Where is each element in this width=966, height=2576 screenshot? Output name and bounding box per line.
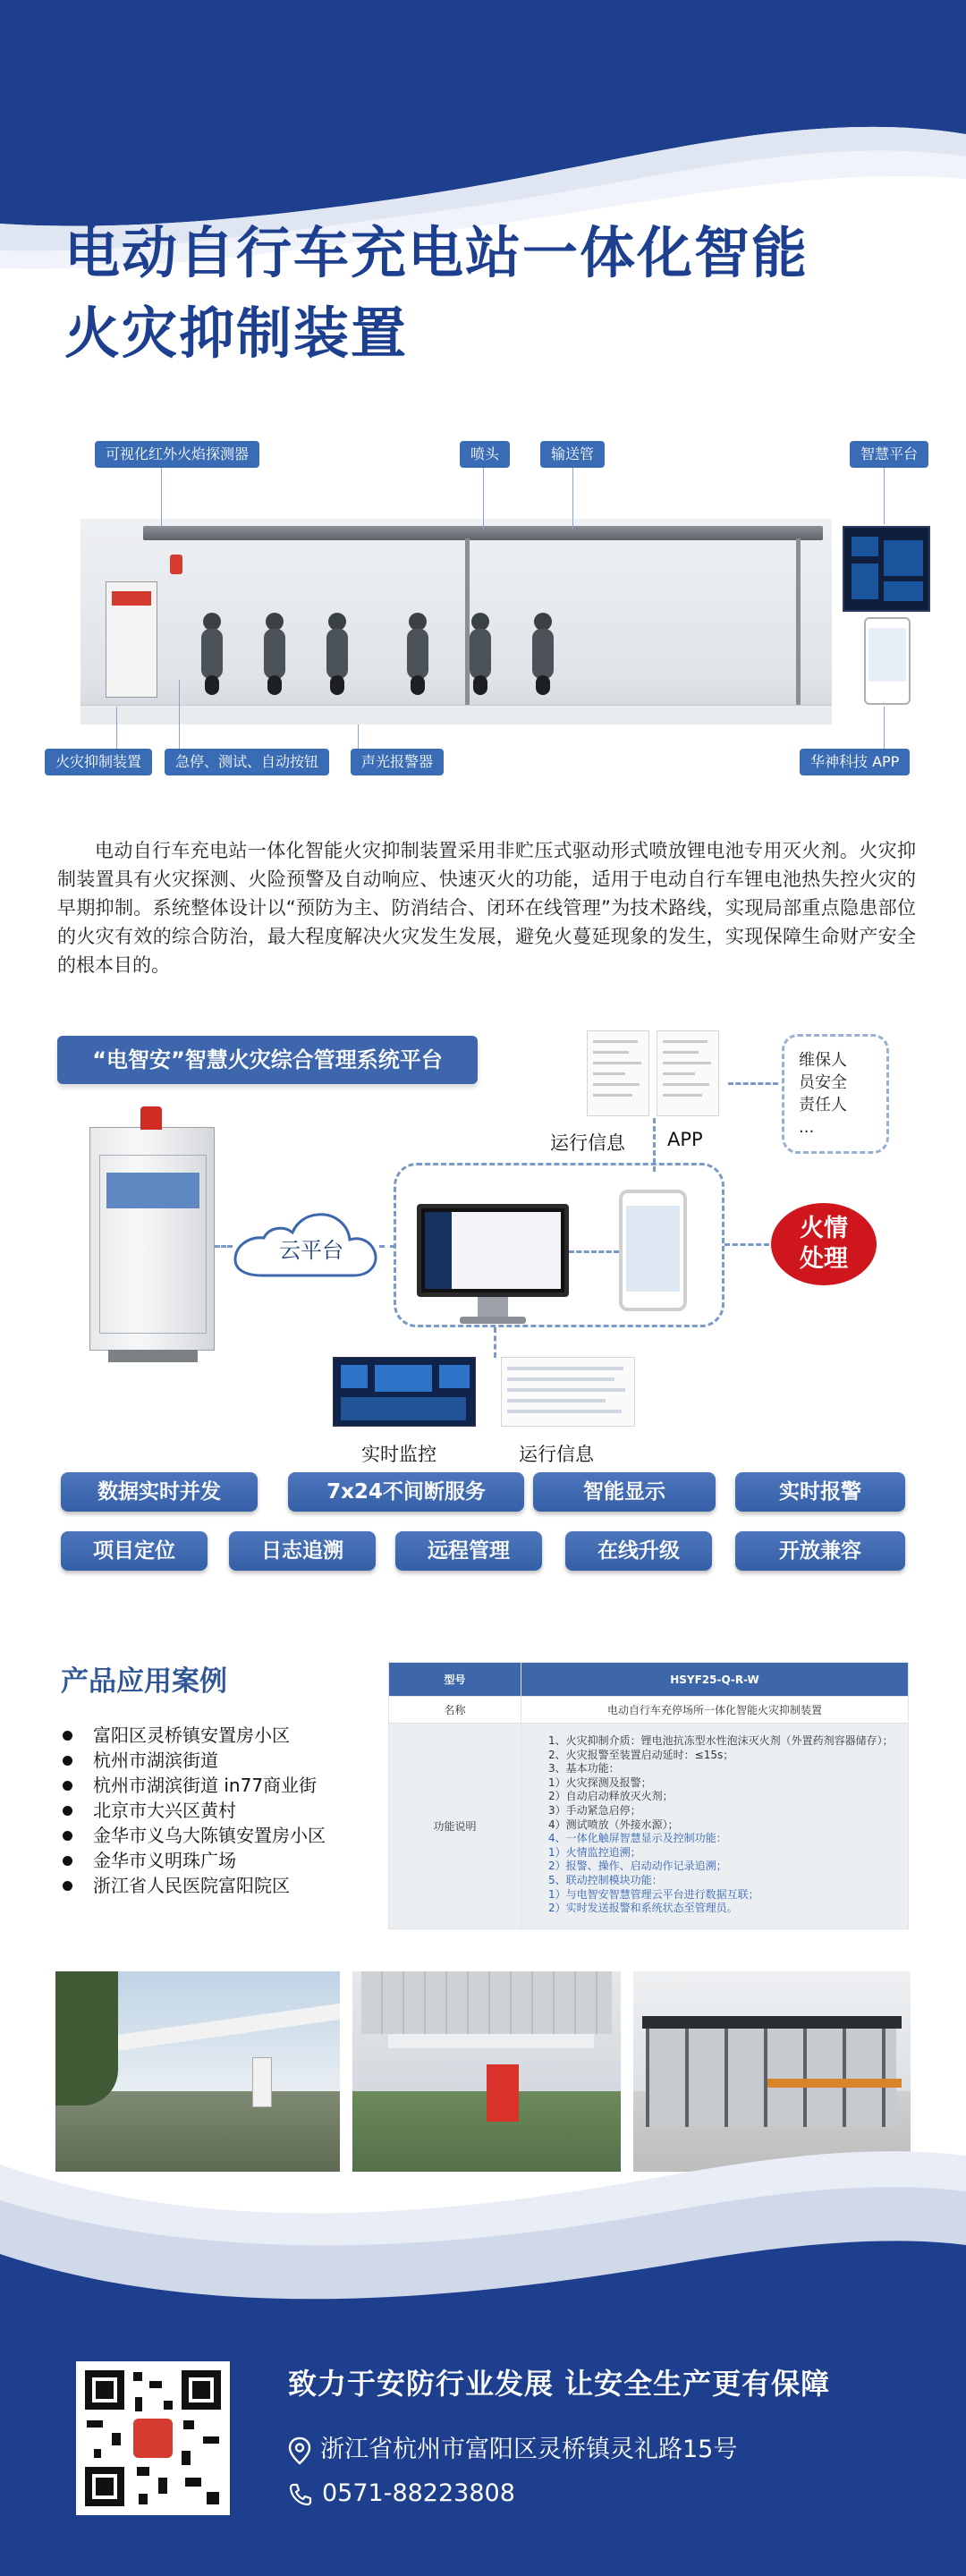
scooter [465, 613, 496, 695]
feature-24x7-service: 7x24不间断服务 [288, 1472, 524, 1512]
tag-smart-platform: 智慧平台 [850, 441, 928, 468]
tag-suppression-device: 火灾抑制装置 [45, 749, 152, 775]
list-item: 富阳区灵桥镇安置房小区 [61, 1723, 326, 1748]
fire-handling-badge: 火情 处理 [771, 1203, 877, 1285]
feature-realtime-alarm: 实时报警 [735, 1472, 905, 1512]
spec-table [388, 1662, 909, 1929]
footer-phone [288, 2479, 515, 2507]
app-screenshot [864, 617, 911, 705]
feature-remote-management: 远程管理 [395, 1531, 542, 1571]
tag-delivery-pipe: 输送管 [540, 441, 605, 468]
scooter [259, 613, 290, 695]
tag-app: 华神科技 APP [800, 749, 910, 775]
suppression-cabinet-large [89, 1127, 215, 1351]
spec-name-value: 电动自行车充停场所一体化智能火灾抑制装置 [521, 1697, 909, 1724]
title-line-1: 电动自行车充电站一体化智能 [64, 220, 809, 285]
list-item: 浙江省人民医院富阳院区 [61, 1873, 326, 1898]
list-item: 北京市大兴区黄村 [61, 1798, 326, 1823]
scooter [322, 613, 352, 695]
feature-smart-display: 智能显示 [533, 1472, 716, 1512]
location-pin-icon [288, 2436, 311, 2465]
scooter [528, 613, 558, 695]
feature-open-compatibility: 开放兼容 [735, 1531, 905, 1571]
spec-function-label: 功能说明 [389, 1724, 521, 1929]
footer-slogan: 致力于安防行业发展 让安全生产更有保障 [288, 2367, 831, 2401]
phone-icon [288, 2482, 313, 2507]
list-item: 金华市义明珠广场 [61, 1848, 326, 1873]
alarm-light [170, 555, 182, 574]
spec-model-label: 型号 [389, 1663, 521, 1697]
spec-function-list: 1、火灾抑制介质：锂电池抗冻型水性泡沫灭火剂（外置药剂容器储存）； 2、火灾报警至装置启动延时：≤15s； 3、基本功能： 1）火灾探测及报警； 2）自动启动释放灭火剂； 3）手动紧急启停； 4）测试喷放（外接水源）； 4、一体化触屏智慧显示及控制功能： 1）火情监控追溯； 2）报警、操作、启动动作记录追溯； 5、联动控制模块功能： 1）与电智安智慧管理云平台进行数据互联； 2）实时发送报警和系统状态至管理员。 [521, 1724, 909, 1929]
phone-text: 0571-88223808 [322, 2479, 515, 2507]
tag-flame-detector: 可视化红外火焰探测器 [95, 441, 259, 468]
run-info-list-thumbnail [501, 1357, 635, 1427]
phone-app [619, 1190, 687, 1311]
tag-control-buttons: 急停、测试、自动按钮 [165, 749, 329, 775]
cases-title: 产品应用案例 [61, 1665, 227, 1698]
platform-title: “电智安”智慧火灾综合管理系统平台 [57, 1036, 478, 1084]
monitor-screen [417, 1204, 569, 1297]
label-run-info-bottom: 运行信息 [519, 1444, 594, 1465]
spec-name-label: 名称 [389, 1697, 521, 1724]
shelter-illustration [80, 519, 832, 724]
label-realtime-monitor: 实时监控 [361, 1444, 436, 1465]
report-thumbnail [657, 1030, 719, 1116]
smart-platform-screenshot [843, 526, 930, 612]
list-item: 杭州市湖滨街道 [61, 1748, 326, 1773]
spec-model-value: HSYF25-Q-R-W [521, 1663, 909, 1697]
address-text: 浙江省杭州市富阳区灵桥镇灵礼路15号 [320, 2436, 738, 2463]
report-thumbnail [587, 1030, 649, 1116]
list-item: 金华市义乌大陈镇安置房小区 [61, 1823, 326, 1848]
scooter [197, 613, 227, 695]
feature-online-upgrade: 在线升级 [565, 1531, 712, 1571]
responsible-person-box: 维保人 员安全 责任人 ... [782, 1034, 889, 1154]
feature-realtime-data: 数据实时并发 [61, 1472, 258, 1512]
scooter [402, 613, 433, 695]
title-line-2: 火灾抑制装置 [64, 301, 409, 366]
feature-log-trace: 日志追溯 [229, 1531, 376, 1571]
label-run-info-top: 运行信息 [550, 1132, 625, 1154]
suppression-cabinet [106, 581, 157, 698]
label-app: APP [667, 1129, 703, 1150]
case-list [61, 1723, 326, 1898]
footer-address [288, 2429, 737, 2465]
list-item: 杭州市湖滨街道 in77商业街 [61, 1773, 326, 1798]
feature-project-location: 项目定位 [61, 1531, 208, 1571]
page-title [64, 213, 809, 374]
tag-nozzle: 喷头 [460, 441, 510, 468]
qr-code [76, 2361, 230, 2515]
monitoring-dashboard-thumbnail [333, 1357, 476, 1427]
tag-alarm: 声光报警器 [351, 749, 444, 775]
intro-paragraph: 电动自行车充电站一体化智能火灾抑制装置采用非贮压式驱动形式喷放锂电池专用灭火剂。火灾抑制装置具有火灾探测、火险预警及自动响应、快速灭火的功能，适用于电动自行车锂电池热失控火灾的早期抑制。系统整体设计以“预防为主、防消结合、闭环在线管理”为技术路线，实现局部重点隐患部位的火灾有效的综合防治，最大程度解决火灾发生发展，避免火蔓延现象的发生，实现保障生命财产安全的根本目的。 [57, 840, 916, 976]
cloud-platform-label: 云平台 [279, 1238, 343, 1263]
